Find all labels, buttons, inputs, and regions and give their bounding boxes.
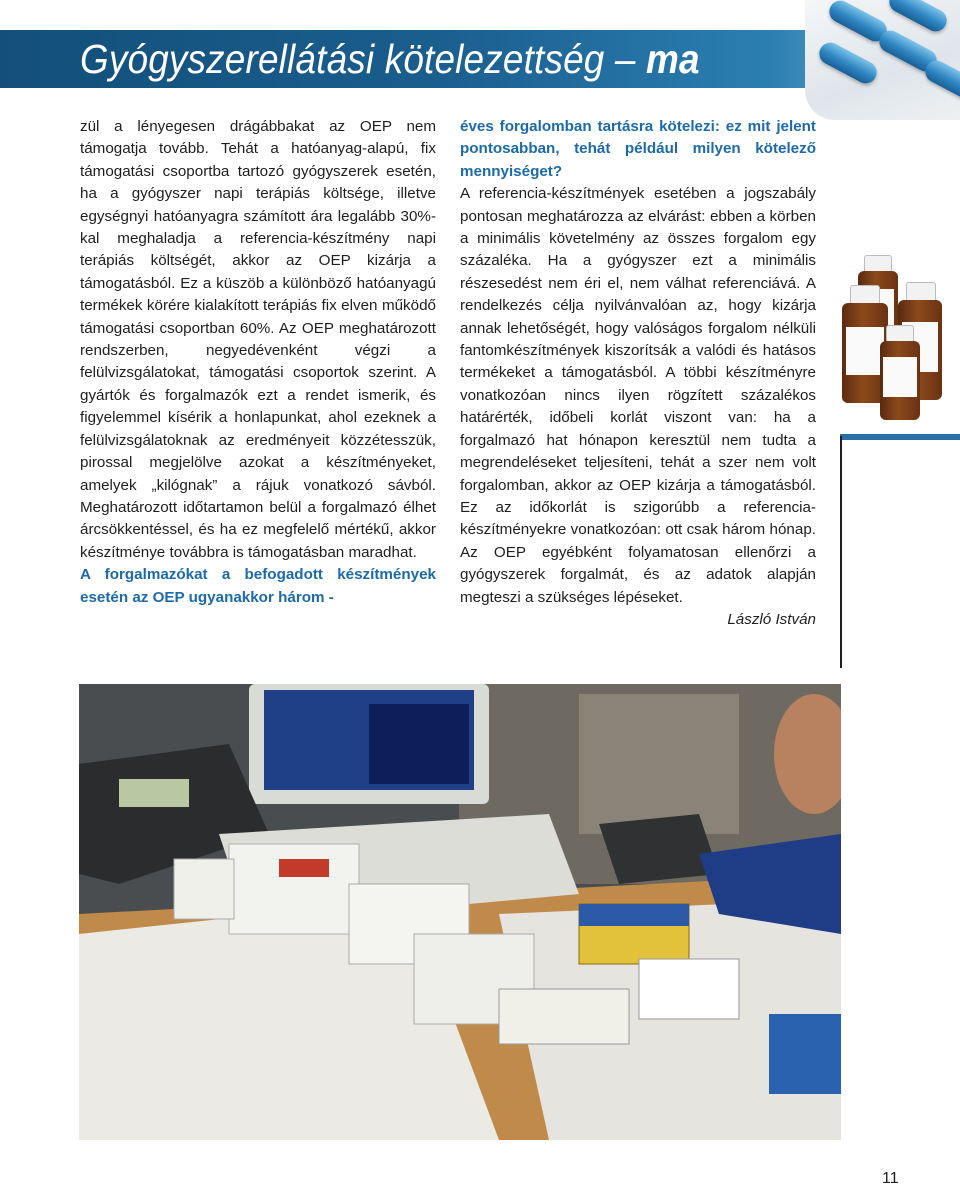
pill-blister-image <box>805 0 960 120</box>
article-body-left: zül a lényegesen drágábbakat az OEP nem támogatja tovább. Tehát a hatóanyag-alapú, fix támogatási csoportba tartozó gyógyszerek esetén, ha a gyógyszer napi terápiás költsége, illetve egységnyi hatóanyagra számított ára legalább 30%-kal meghaladja a referencia-készítmény napi terápiás költségét, akkor az OEP kizárja a támogatásból. Ez a küszöb a különböző hatóanyagú termékek körére kialakított terápiás fix elven működő támogatási csoportban 60%. Az OEP meghatározott rendszerben, negyedévenként végzi a felülvizsgálatokat, támogatási csoportok szerint. A gyártók és forgalmazók ezt a rendet ismerik, és figyelemmel kísérik a honlapunkat, ahol ezeknek a felülvizsgálatoknak az eredményeit közzétesszük, pirossal megjelölve azokat a készítményeket, amelyek „kilógnak” a rájuk vonatkozó sávból. Meghatározott időtartamon belül a forgalmazó élhet árcsökkentéssel, és ha ez megfelelő mértékű, akkor készítménye továbbra is támogatásban maradhat. <box>80 118 436 561</box>
title-accent: ma <box>646 36 700 82</box>
pharmacy-counter-photo <box>79 684 841 1140</box>
pill-capsule <box>885 0 950 35</box>
article-right-column <box>460 116 816 631</box>
pill-capsule <box>815 39 880 88</box>
page-number: 11 <box>882 1170 899 1187</box>
title-main: Gyógyszerellátási kötelezettség – <box>80 36 636 82</box>
article-highlight-right: éves forgalomban tartásra kötelezi: ez mit jelent pontosabban, tehát például milyen kötelező mennyiséget? <box>460 118 816 180</box>
photo-illustration <box>79 684 841 1140</box>
article-left-column <box>80 116 436 609</box>
accent-rule-horizontal <box>840 434 960 440</box>
article-body-right: A referencia-készítmények esetében a jogszabály pontosan meghatározza az elvárást: ebben a körben a minimális követelmény az összes forgalom egy százaléka. Ha a gyógyszer ezt a minimális részesedést nem éri el, nem válhat referenciává. A rendelkezés célja nyilvánvalóan az, hogy kizárja annak lehetőségét, hogy valóságos forgalom nélküli fantomkészítmények kiszorítsák a valódi és hatásos termékeket a támogatásból. A többi készítményre vonatkozóan nincs ilyen rögzített százalékos határérték, időbeli korlát viszont van: ha a forgalmazó hat hónapon keresztül nem tudta a megrendeléseket teljesíteni, tehát a szer nem volt forgalomban, akkor az OEP kizárja a támogatásból. Ez az időkorlát is szigorúbb a referencia-készítményekre vonatkozóan: ott csak három hónap. Az OEP egyébként folyamatosan ellenőrzi a gyógyszerek forgalmát, és az adatok alapján megteszi a szükséges lépéseket. <box>460 185 816 606</box>
author-signature: László István <box>727 610 816 628</box>
bottle <box>880 325 920 420</box>
pill-capsule <box>921 57 960 106</box>
article-highlight-left: A forgalmazókat a befogadott készítmények esetén az OEP ugyanakkor három - <box>80 566 436 606</box>
column-divider <box>840 436 842 668</box>
page-title <box>80 36 700 83</box>
